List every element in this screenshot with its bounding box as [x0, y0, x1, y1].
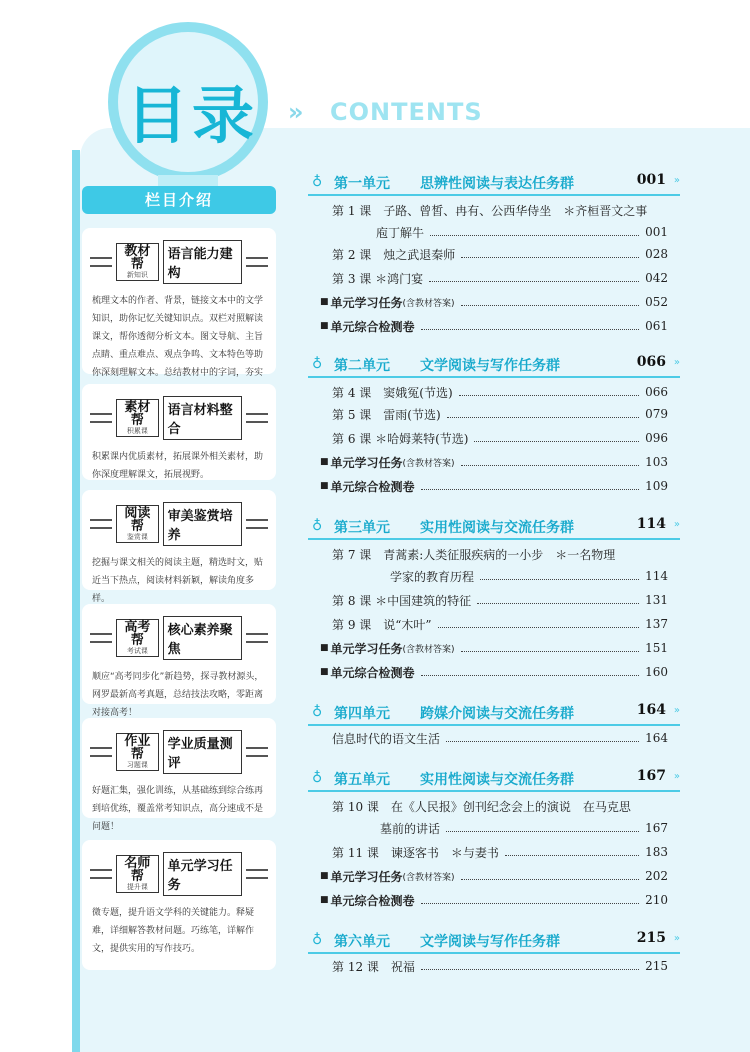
card-tag: 素材帮 积累课 [116, 399, 159, 437]
toc-entry[interactable]: ■ 单元综合检测卷 160 [320, 665, 668, 680]
arrow-icon: » [673, 771, 680, 782]
intro-card [82, 228, 276, 378]
toc-entry[interactable]: 第 8 课 ＊中国建筑的特征 131 [332, 593, 668, 608]
toc-entry[interactable]: 第 3 课 ＊鸿门宴 042 [332, 271, 668, 286]
toc-entry[interactable]: 信息时代的语文生活 164 [332, 731, 668, 746]
toc-entry[interactable]: ■ 单元学习任务 (含教材答案) 151 [320, 641, 668, 656]
intro-card [82, 718, 276, 832]
toc-entry[interactable]: 第 1 课 子路、曾皙、冉有、公西华侍坐 ＊齐桓晋文之事 [332, 203, 648, 218]
toc-entry[interactable]: ■ 单元综合检测卷 210 [320, 893, 668, 908]
intro-card [82, 490, 276, 604]
card-text: 好题汇集，强化训练，从基础练到综合练再到培优练，覆盖常考知识点，高分速成不是问题！ [92, 786, 264, 832]
arrow-icon: » [673, 175, 680, 186]
unit-heading[interactable]: ♁ 第六单元 文学阅读与写作任务群 215 » [308, 930, 680, 954]
card-text: 挖掘与课文相关的阅读主题，精选时文，贴近当下热点，阅读材料新颖，解读角度多样。 [92, 558, 264, 604]
intro-heading: 栏目介绍 [82, 186, 276, 214]
toc-entry[interactable]: ■ 单元学习任务 (含教材答案) 052 [320, 295, 668, 310]
arrow-icon: » [673, 519, 680, 530]
unit-heading[interactable]: ♁ 第一单元 思辨性阅读与表达任务群 001 » [308, 172, 680, 196]
toc-entry[interactable]: ■ 单元学习任务 (含教材答案) 202 [320, 869, 668, 884]
unit-heading[interactable]: ♁ 第五单元 实用性阅读与交流任务群 167 » [308, 768, 680, 792]
arrow-icon: » [673, 357, 680, 368]
card-tag: 名师帮 提升课 [116, 855, 159, 893]
card-tag: 作业帮 习题课 [116, 733, 159, 771]
card-title: 语言材料整合 [163, 396, 242, 440]
toc-entry[interactable]: 第 9 课 说“木叶” 137 [332, 617, 668, 632]
card-tag: 阅读帮 鉴赏课 [116, 505, 159, 543]
toc-entry[interactable]: ■ 单元综合检测卷 109 [320, 479, 668, 494]
bulb-icon: ♁ [312, 174, 323, 190]
toc-entry[interactable]: 庖丁解牛 001 [376, 225, 668, 240]
intro-card [82, 840, 276, 970]
toc-entry[interactable]: 第 2 课 烛之武退秦师 028 [332, 247, 668, 262]
card-title: 学业质量测评 [163, 730, 242, 774]
chevron-icon: » [288, 98, 304, 126]
column-intro [82, 186, 276, 214]
toc-entry[interactable]: ■ 单元学习任务 (含教材答案) 103 [320, 455, 668, 470]
toc-entry[interactable]: 第 12 课 祝福 215 [332, 959, 668, 974]
card-text: 梳理文本的作者、背景，链接文本中的文学知识，助你记忆关键知识点。双栏对照解读课文，帮你透彻分析文本。图文导航、主旨点睛、重点难点、观点争鸣、文本特色等助你深刻理解文本。总结教材中的字词，夯实 [92, 296, 264, 378]
arrow-icon: » [673, 933, 680, 944]
unit-heading[interactable]: ♁ 第三单元 实用性阅读与交流任务群 114 » [308, 516, 680, 540]
card-title: 语言能力建构 [163, 240, 242, 284]
toc-entry[interactable]: 学家的教育历程 114 [390, 569, 668, 584]
toc-entry[interactable]: 墓前的讲话 167 [380, 821, 668, 836]
contents-label: CONTENTS [330, 98, 483, 126]
card-tag: 高考帮 考试课 [116, 619, 159, 657]
intro-card [82, 384, 276, 480]
unit-heading[interactable]: ♁ 第四单元 跨媒介阅读与交流任务群 164 » [308, 702, 680, 726]
card-tag: 教材帮 新知识 [116, 243, 159, 281]
bulb-icon: ♁ [312, 356, 323, 372]
toc-entry[interactable]: 第 7 课 青蒿素:人类征服疾病的一小步 ＊一名物理 [332, 547, 616, 562]
card-title: 审美鉴赏培养 [163, 502, 242, 546]
toc-entry[interactable]: 第 4 课 窦娥冤(节选) 066 [332, 385, 668, 400]
left-stripe [72, 150, 80, 1052]
toc-entry[interactable]: ■ 单元综合检测卷 061 [320, 319, 668, 334]
toc-entry[interactable]: 第 6 课 ＊哈姆莱特(节选) 096 [332, 431, 668, 446]
bulb-icon: ♁ [312, 518, 323, 534]
card-title: 单元学习任务 [163, 852, 242, 896]
card-title: 核心素养聚焦 [163, 616, 242, 660]
card-text: 顺应“高考同步化”新趋势，探寻教材源头，网罗最新高考真题，总结技法攻略，零距离对接高考！ [92, 672, 264, 718]
page-title: 目录 [126, 79, 259, 152]
bulb-icon: ♁ [312, 770, 323, 786]
bulb-icon: ♁ [312, 932, 323, 948]
bulb-icon: ♁ [312, 704, 323, 720]
card-text: 微专题，提升语文学科的关键能力。释疑难，详细解答教材问题。巧练笔，详解作文，提供实用的写作技巧。 [92, 908, 255, 954]
arrow-icon: » [673, 705, 680, 716]
toc-entry[interactable]: 第 11 课 谏逐客书 ＊与妻书 183 [332, 845, 668, 860]
toc-entry[interactable]: 第 10 课 在《人民报》创刊纪念会上的演说 在马克思 [332, 799, 631, 814]
card-text: 积累课内优质素材，拓展课外相关素材，助你深度理解课文，拓展视野。 [92, 452, 264, 480]
toc-entry[interactable]: 第 5 课 雷雨(节选) 079 [332, 407, 668, 422]
unit-heading[interactable]: ♁ 第二单元 文学阅读与写作任务群 066 » [308, 354, 680, 378]
intro-card [82, 604, 276, 718]
